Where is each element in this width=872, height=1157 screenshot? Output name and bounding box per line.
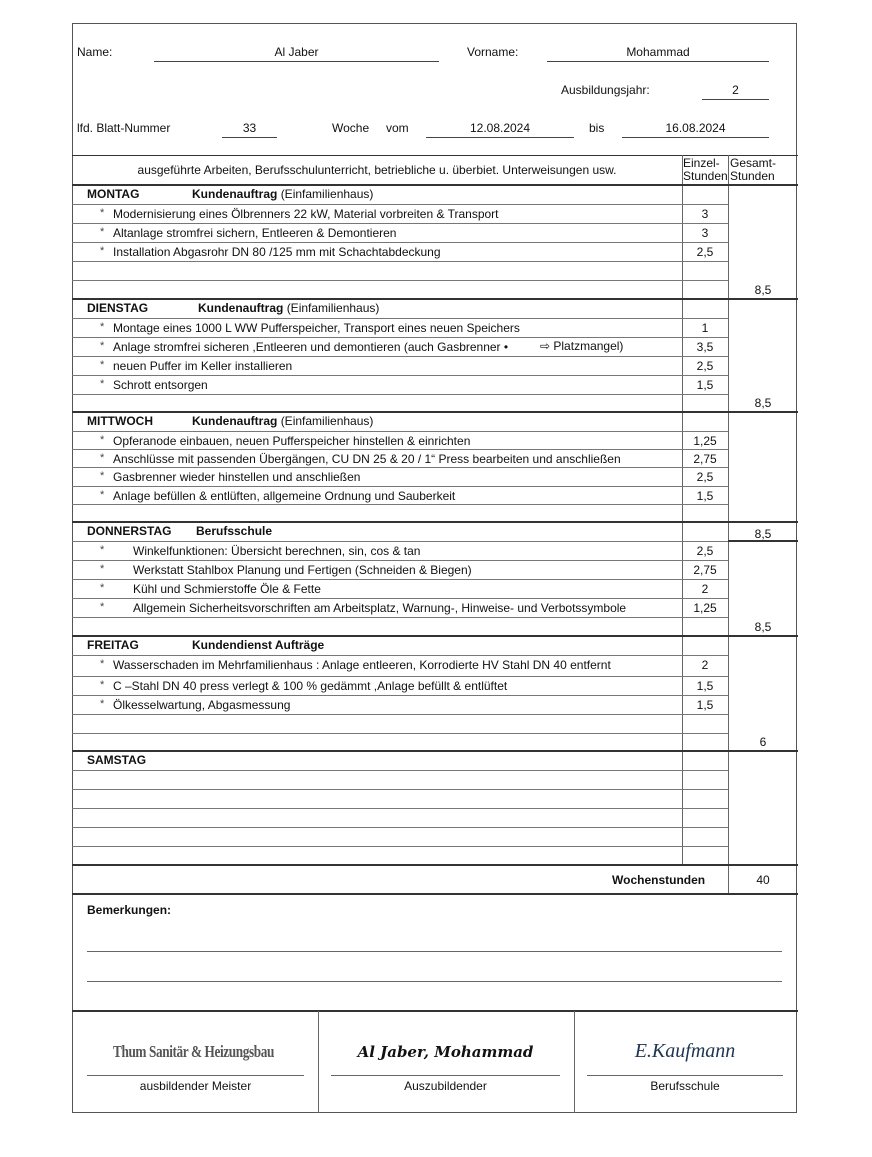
samstag-separator: [72, 750, 798, 752]
einzel-hours[interactable]: 3,5: [696, 340, 714, 354]
bullet-icon: *: [100, 470, 105, 482]
row-line: [72, 617, 728, 618]
wochenstunden-top-line: [72, 864, 798, 866]
einzel-hours[interactable]: 1,25: [693, 434, 717, 448]
wochenstunden-value[interactable]: 40: [756, 873, 770, 887]
bullet-icon: *: [100, 544, 105, 556]
freitag-title-bold: Kundendienst Aufträge: [192, 638, 325, 652]
task-text: Wasserschaden im Mehrfamilienhaus : Anlage entleeren, Korrodierte HV Stahl DN 40 entfernt: [113, 658, 611, 672]
ausbildungsjahr-label: Ausbildungsjahr:: [561, 83, 650, 97]
donnerstag-title: [196, 524, 272, 538]
montag-day-label: MONTAG: [87, 187, 140, 201]
task-text: Allgemein Sicherheitsvorschriften am Arbeitsplatz, Warnung-, Hinweise- und Verbotssymbole: [133, 601, 627, 615]
task-text: Installation Abgasrohr DN 80 /125 mm mit Schachtabdeckung: [113, 245, 441, 259]
bullet-icon: *: [100, 601, 105, 613]
dienstag-separator: [72, 298, 798, 300]
freitag-total-hours[interactable]: 6: [759, 735, 767, 749]
einzel-hours[interactable]: 1,5: [696, 679, 714, 693]
bis-date-field[interactable]: 16.08.2024: [665, 121, 726, 135]
ausbildungsjahr-field[interactable]: 2: [732, 83, 739, 97]
task-text: Kühl und Schmierstoffe Öle & Fette: [133, 582, 321, 596]
berufsschule-role-label: Berufsschule: [650, 1079, 720, 1093]
meister-signature-line: [87, 1075, 304, 1076]
dienstag-title: [198, 301, 379, 315]
einzel-header-line2: Stunden: [683, 169, 728, 183]
bullet-icon: *: [100, 245, 105, 257]
bemerkungen-label: Bemerkungen:: [87, 903, 172, 917]
bullet-icon: *: [100, 658, 105, 670]
row-line: [72, 504, 728, 505]
row-line: [72, 846, 728, 847]
meister-role-label: ausbildender Meister: [139, 1079, 252, 1093]
task-text: Anschlüsse mit passenden Übergängen, CU DN 25 & 20 / 1“ Press bearbeiten und anschließen: [113, 452, 621, 466]
einzel-hours[interactable]: 2,75: [693, 452, 717, 466]
task-text: Opferanode einbauen, neuen Pufferspeicher hinstellen & einrichten: [113, 434, 471, 448]
ausbildungsjahr-underline: [702, 99, 769, 100]
vom-label: vom: [386, 121, 409, 135]
dienstag-total-hours[interactable]: 8,5: [754, 396, 772, 410]
einzel-hours[interactable]: 2: [701, 582, 709, 596]
bullet-icon: *: [100, 207, 105, 219]
donnerstag-separator: [72, 521, 798, 523]
freitag-day-label: FREITAG: [87, 638, 139, 652]
mittwoch-subtitle: (Einfamilienhaus): [280, 414, 374, 428]
task-text: Altanlage stromfrei sichern, Entleeren & Demontieren: [113, 226, 397, 240]
bullet-icon: *: [100, 489, 105, 501]
bullet-icon: *: [100, 582, 105, 594]
meister-signature: [113, 1042, 313, 1062]
einzel-hours[interactable]: 2: [701, 658, 709, 672]
row-line: [72, 733, 728, 734]
task-text: Montage eines 1000 L WW Pufferspeicher, Transport eines neuen Speichers: [113, 321, 520, 335]
berufsschule-signature-line: [587, 1075, 783, 1076]
bullet-icon: *: [100, 321, 105, 333]
row-line: [72, 827, 728, 828]
freitag-title: [192, 638, 324, 652]
montag-title: [192, 187, 373, 201]
azubi-role-label: Auszubildender: [404, 1079, 487, 1093]
donnerstag-day-label: DONNERSTAG: [87, 524, 172, 538]
donnerstag-total-hours[interactable]: 8,5: [754, 620, 772, 634]
gesamt-column-divider: [728, 155, 729, 894]
blatt-nummer-underline: [222, 137, 277, 138]
bullet-icon: *: [100, 226, 105, 238]
task-text: C –Stahl DN 40 press verlegt & 100 % gedämmt ,Anlage befüllt & entlüftet: [113, 679, 508, 693]
mittwoch-total-hours[interactable]: 8,5: [754, 527, 772, 541]
meister-signature-stamp: Thum Sanitär & Heizungsbau: [113, 1042, 274, 1061]
row-line: [72, 808, 728, 809]
bis-label: bis: [589, 121, 605, 135]
einzel-hours[interactable]: 1,5: [696, 698, 714, 712]
row-line: [72, 394, 728, 395]
mittwoch-separator: [72, 411, 798, 413]
task-text: Gasbrenner wieder hinstellen und anschließen: [113, 470, 361, 484]
bis-underline: [622, 137, 769, 138]
montag-separator: [72, 184, 798, 186]
name-underline: [154, 61, 439, 62]
task-text: Anlage befüllen & entlüften, allgemeine Ordnung und Sauberkeit: [113, 489, 456, 503]
einzel-hours[interactable]: 2,5: [696, 470, 714, 484]
vorname-label: Vorname:: [467, 45, 519, 59]
einzel-header-line1: Einzel-: [683, 156, 720, 170]
samstag-day-label: SAMSTAG: [87, 753, 147, 767]
gesamt-header-line1: Gesamt-: [730, 156, 777, 170]
einzel-hours[interactable]: 1,5: [696, 378, 714, 392]
bullet-icon: *: [100, 698, 105, 710]
montag-total-hours[interactable]: 8,5: [754, 283, 772, 297]
woche-label: Woche: [332, 121, 370, 135]
dienstag-day-label: DIENSTAG: [87, 301, 149, 315]
vom-underline: [426, 137, 574, 138]
task-text: Modernisierung eines Ölbrenners 22 kW, Material vorbreiten & Transport: [113, 207, 499, 221]
task-note: ⇨ Platzmangel): [540, 339, 624, 353]
berufsschule-signature: E.Kaufmann: [634, 1040, 736, 1062]
gesamt-stunden-header: [730, 157, 776, 183]
task-text: Werkstatt Stahlbox Planung und Fertigen (Schneiden & Biegen): [133, 563, 472, 577]
freitag-separator: [72, 635, 798, 637]
bemerkungen-line-2[interactable]: [87, 981, 782, 982]
einzel-stunden-header: [683, 157, 728, 183]
task-text: neuen Puffer im Keller installieren: [113, 359, 293, 373]
gesamt-header-line2: Stunden: [730, 169, 775, 183]
bullet-icon: *: [100, 434, 105, 446]
row-line: [72, 280, 728, 281]
einzel-hours[interactable]: 2,5: [696, 245, 714, 259]
row-line: [72, 789, 728, 790]
mittwoch-day-label: MITTWOCH: [87, 414, 153, 428]
vom-date-field[interactable]: 12.08.2024: [469, 121, 531, 135]
name-field[interactable]: Al Jaber: [274, 45, 319, 59]
task-text: Winkelfunktionen: Übersicht berechnen, sin, cos & tan: [133, 544, 421, 558]
einzel-hours[interactable]: 2,75: [693, 563, 717, 577]
einzel-hours[interactable]: 3: [701, 207, 709, 221]
row-line: [72, 770, 728, 771]
bullet-icon: *: [100, 378, 105, 390]
dienstag-title-bold: Kundenauftrag: [198, 301, 284, 315]
wochenstunden-label: Wochenstunden: [612, 873, 706, 887]
einzel-hours[interactable]: 1,5: [696, 489, 714, 503]
row-line: [72, 261, 728, 262]
bullet-icon: *: [100, 563, 105, 575]
task-text: Ölkesselwartung, Abgasmessung: [113, 698, 291, 712]
einzel-hours[interactable]: 3: [701, 226, 709, 240]
einzel-hours[interactable]: 2,5: [696, 544, 714, 558]
signature-divider-1: [318, 1011, 319, 1113]
task-text: Schrott entsorgen: [113, 378, 208, 392]
row-line: [72, 714, 728, 715]
task-text: Anlage stromfrei sicheren ,Entleeren und demontieren (auch Gasbrenner •: [113, 340, 509, 354]
bullet-icon: *: [100, 452, 105, 464]
vorname-underline: [547, 61, 769, 62]
bullet-icon: *: [100, 359, 105, 371]
blatt-nummer-field[interactable]: 33: [242, 121, 257, 135]
bullet-icon: *: [100, 340, 105, 352]
mittwoch-title: [192, 414, 373, 428]
vorname-field[interactable]: Mohammad: [626, 45, 690, 59]
bullet-icon: *: [100, 679, 105, 691]
donnerstag-title-bold: Berufsschule: [196, 524, 273, 538]
einzel-hours[interactable]: 2,5: [696, 359, 714, 373]
bemerkungen-line-1[interactable]: [87, 951, 782, 952]
wochenstunden-bottom-line: [72, 893, 798, 895]
montag-subtitle: (Einfamilienhaus): [280, 187, 374, 201]
dienstag-subtitle: (Einfamilienhaus): [286, 301, 380, 315]
signature-section-top-line: [72, 1010, 798, 1012]
einzel-hours[interactable]: 1,25: [693, 601, 717, 615]
mittwoch-title-bold: Kundenauftrag: [192, 414, 278, 428]
blatt-nummer-label: lfd. Blatt-Nummer: [77, 121, 171, 135]
signature-divider-2: [574, 1011, 575, 1113]
name-label: Name:: [77, 45, 113, 59]
montag-title-bold: Kundenauftrag: [192, 187, 278, 201]
table-header-description: ausgeführte Arbeiten, Berufsschulunterricht, betriebliche u. überbiet. Unterweisungen usw.: [137, 163, 617, 177]
azubi-signature-line: [331, 1075, 560, 1076]
einzel-hours[interactable]: 1: [701, 321, 709, 335]
azubi-signature: Al Jaber, Mohammad: [357, 1043, 534, 1061]
